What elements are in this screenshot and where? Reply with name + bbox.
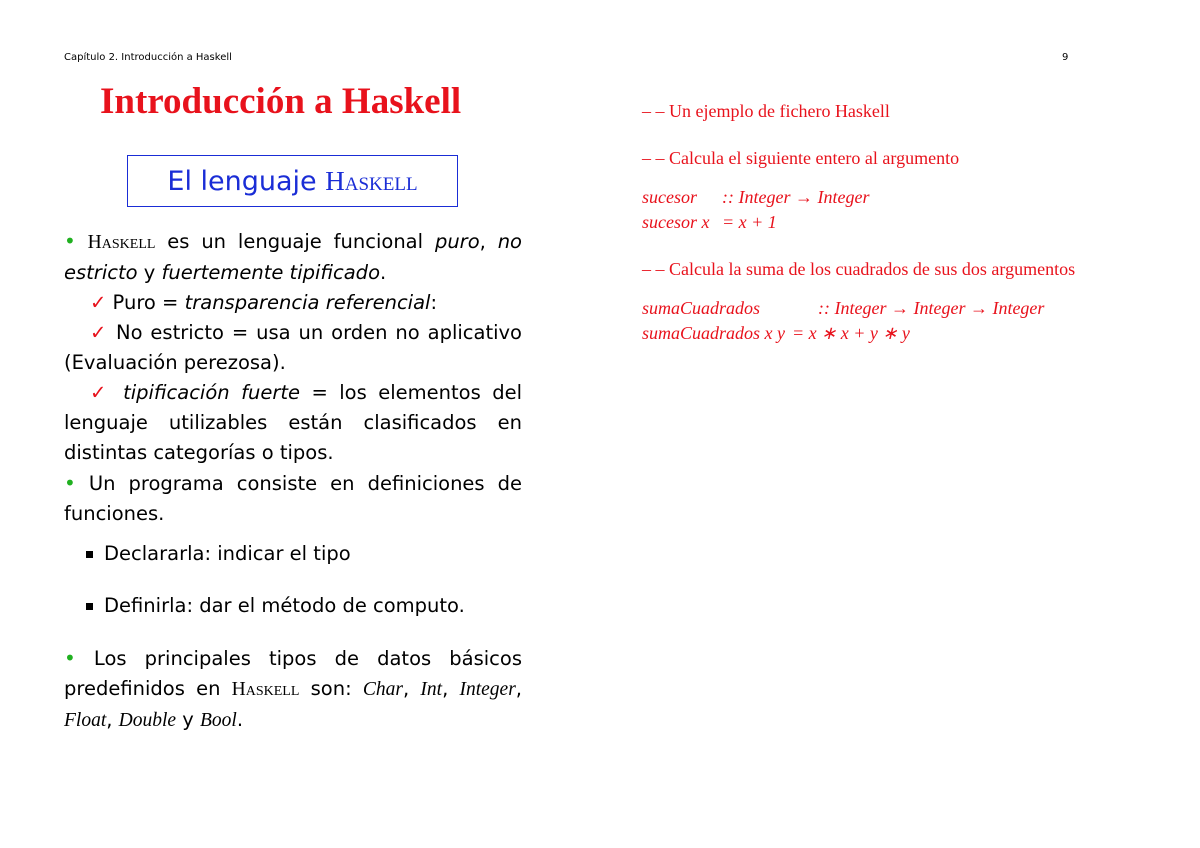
list-item: Definirla: dar el método de computo. [64, 591, 522, 621]
green-bullet-icon: • [64, 229, 76, 253]
checkmark-icon: ✓ [90, 291, 107, 314]
code-lhs: sucesor x [642, 212, 710, 232]
checkmark-icon: ✓ [90, 321, 109, 344]
paragraph-tipos-basicos: • Los principales tipos de datos básicos predefinidos en Haskell son: Char, Int, Integer, Float, Double y Bool. [64, 646, 522, 731]
paragraph-programa: • Un programa consiste en definiciones de funciones. [64, 471, 522, 525]
comment-line: – – Calcula el siguiente entero al argumento [642, 148, 960, 168]
page-number: 9 [1062, 52, 1069, 63]
comment-line: – – Un ejemplo de fichero Haskell [642, 101, 890, 121]
type-char: Char [362, 679, 403, 700]
code-lhs: sumaCuadrados x y [642, 323, 785, 343]
type-bool: Bool [200, 710, 237, 731]
list-item: Declararla: indicar el tipo [64, 539, 522, 569]
type-float: Float [64, 710, 107, 731]
page-title: Introducción a Haskell [100, 81, 462, 122]
definition-steps-list [64, 539, 522, 621]
section-title-prefix: El lenguaje [167, 165, 326, 197]
code-rhs: :: Integer → Integer → Integer [818, 298, 1045, 318]
code-lhs: sucesor [642, 187, 697, 207]
section-title-box [127, 155, 458, 207]
code-rhs: = x ∗ x + y ∗ y [792, 323, 910, 343]
section-title-haskell: Haskell [325, 165, 418, 196]
haskell-word: Haskell [231, 679, 300, 700]
left-column [64, 226, 522, 736]
check-item-puro: ✓ Puro = transparencia referencial: [90, 291, 438, 314]
type-int: Int [420, 679, 443, 700]
code-rhs: = x + 1 [722, 212, 777, 232]
checkmark-icon: ✓ [90, 381, 112, 404]
code-lhs: sumaCuadrados [642, 298, 761, 318]
type-double: Double [118, 710, 177, 731]
comment-line: – – Calcula la suma de los cuadrados de sus dos argumentos [642, 259, 1076, 279]
code-rhs: :: Integer → Integer [722, 187, 870, 207]
green-bullet-icon: • [64, 646, 76, 670]
haskell-word: Haskell [87, 232, 156, 253]
check-item-tipificacion: ✓ tipificación fuerte = los elementos del lenguaje utilizables están clasificados en distintas categorías o tipos. [64, 381, 522, 464]
green-bullet-icon: • [64, 471, 76, 495]
running-header: Capítulo 2. Introducción a Haskell [64, 52, 232, 63]
paragraph-haskell-intro: • Haskell es un lenguaje funcional puro, no estricto y fuertemente tipificado. [64, 229, 522, 284]
check-item-no-estricto: ✓ No estricto = usa un orden no aplicativo (Evaluación perezosa). [64, 321, 522, 374]
type-integer: Integer [459, 679, 516, 700]
